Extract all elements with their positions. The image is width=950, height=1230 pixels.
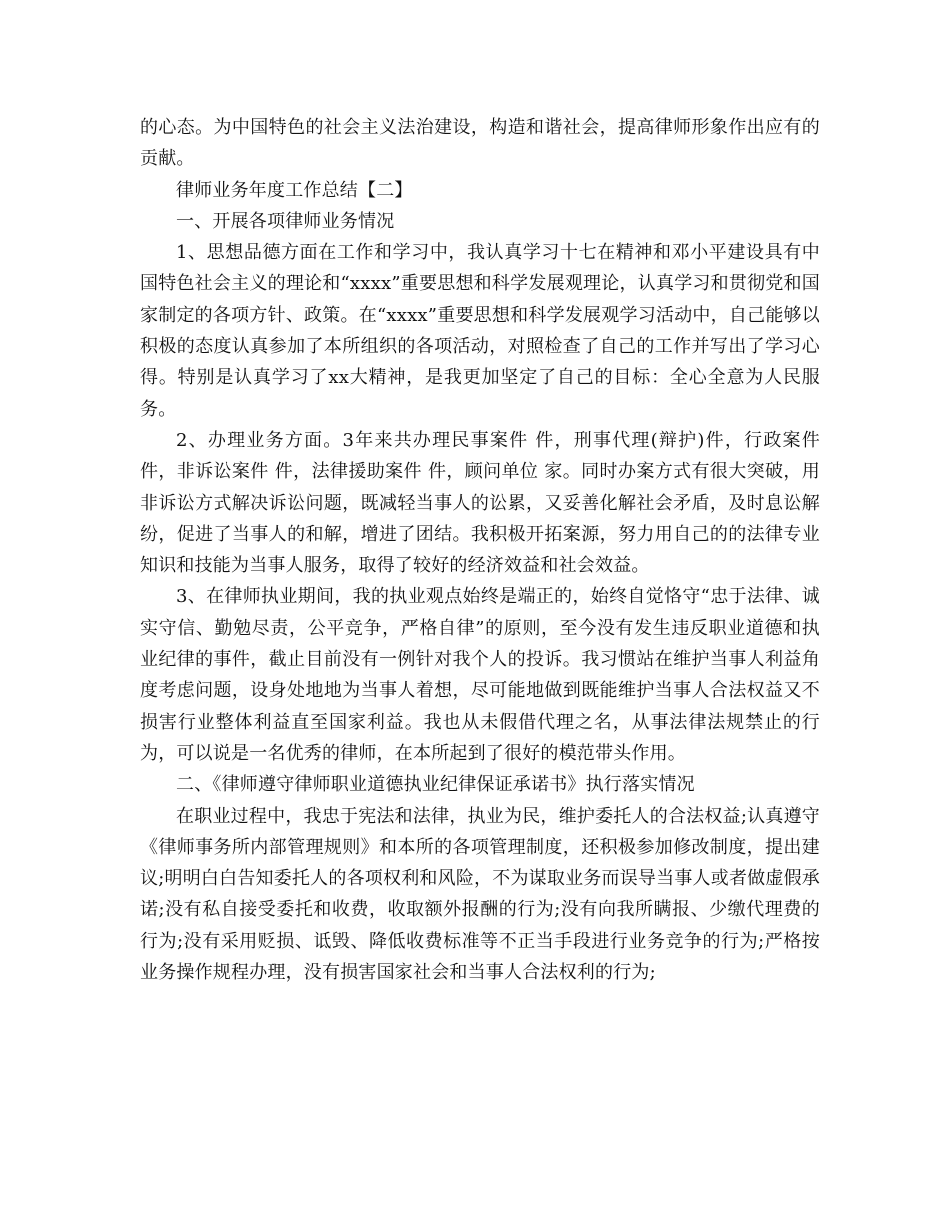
section-heading-business: 一、开展各项律师业务情况	[176, 210, 395, 232]
document-body	[140, 112, 820, 988]
paragraph-case-handling: 2、办理业务方面。3年来共办理民事案件 件，刑事代理(辩护)件，行政案件 件，非诉讼案件 件，法律援助案件 件，顾问单位 家。同时办案方式有很大突破，用非诉讼方式解决诉讼问题，既减轻当事人的讼累，又妥善化解社会矛盾，及时息讼解纷，促进了当事人的和解，增进了团结。我积极开拓案源，努力用自己的的法律专业知识和技能为当事人服务，取得了较好的经济效益和社会效益。	[140, 429, 820, 577]
paragraph-continuation: 的心态。为中国特色的社会主义法治建设，构造和谐社会，提高律师形象作出应有的贡献。	[140, 117, 820, 170]
section-title-part-two: 律师业务年度工作总结【二】	[176, 179, 413, 201]
section-heading-commitment: 二、《律师遵守律师职业道德执业纪律保证承诺书》执行落实情况	[176, 774, 695, 796]
paragraph-professional-process: 在职业过程中，我忠于宪法和法律，执业为民，维护委托人的合法权益;认真遵守《律师事务所内部管理规则》和本所的各项管理制度，还积极参加修改制度，提出建议;明明白白告知委托人的各项权利和风险，不为谋取业务而误导当事人或者做虚假承诺;没有私自接受委托和收费，收取额外报酬的行为;没有向我所瞒报、少缴代理费的行为;没有采用贬损、诋毁、降低收费标准等不正当手段进行业务竞争的行为;严格按业务操作规程办理，没有损害国家社会和当事人合法权利的行为;	[140, 805, 820, 984]
paragraph-ideology: 1、思想品德方面在工作和学习中，我认真学习十七在精神和邓小平建设具有中国特色社会主义的理论和“xxxx”重要思想和科学发展观理论，认真学习和贯彻党和国家制定的各项方针、政策。在“xxxx”重要思想和科学发展观学习活动中，自己能够以积极的态度认真参加了本所组织的各项活动，对照检查了自己的工作并写出了学习心得。特别是认真学习了xx大精神，是我更加坚定了自己的目标：全心全意为人民服务。	[140, 242, 820, 420]
paragraph-practice-conduct: 3、在律师执业期间，我的执业观点始终是端正的，始终自觉恪守“忠于法律、诚实守信、勤勉尽责，公平竞争，严格自律”的原则，至今没有发生违反职业道德和执业纪律的事件，截止目前没有一例针对我个人的投诉。我习惯站在维护当事人利益角度考虑问题，设身处地地为当事人着想，尽可能地做到既能维护当事人合法权益又不损害行业整体利益直至国家利益。我也从未假借代理之名，从事法律法规禁止的行为，可以说是一名优秀的律师，在本所起到了很好的模范带头作用。	[140, 586, 820, 764]
